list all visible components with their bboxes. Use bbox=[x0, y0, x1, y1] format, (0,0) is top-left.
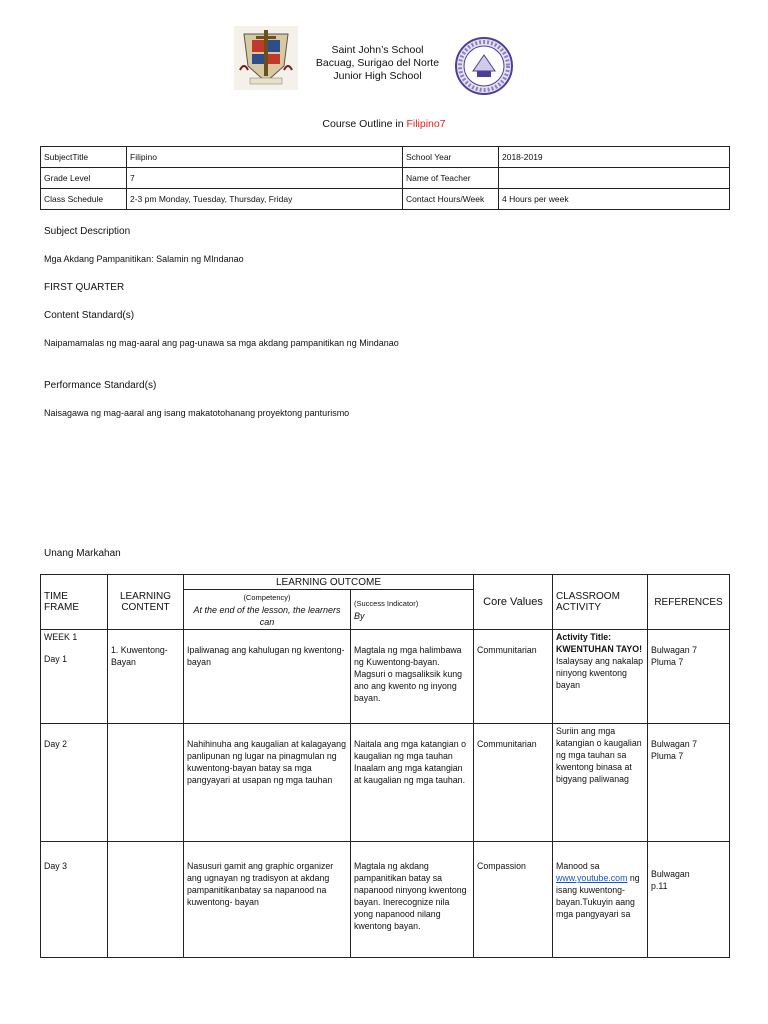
activity-text: Manood sa bbox=[556, 861, 600, 871]
table-row bbox=[41, 147, 730, 168]
learning-content-cell bbox=[108, 724, 184, 842]
references-cell bbox=[648, 842, 730, 958]
week-label: WEEK 1 bbox=[44, 632, 78, 642]
time-frame-header: TIME FRAME bbox=[41, 575, 108, 630]
subject-description: Mga Akdang Pampanitikan: Salamin ng MIndanao bbox=[44, 254, 244, 264]
content-standard: Naipamamalas ng mag-aaral ang pag-unawa sa mga akdang pampanitikan ng Mindanao bbox=[44, 338, 399, 348]
subject-title-value: Filipino bbox=[127, 147, 403, 168]
core-value-cell: Compassion bbox=[474, 842, 553, 958]
school-location: Bacuag, Surigao del Norte bbox=[315, 57, 440, 69]
success-indicator-header bbox=[351, 590, 474, 630]
classroom-activity-header: CLASSROOM ACTIVITY bbox=[553, 575, 648, 630]
table-row bbox=[41, 842, 730, 958]
reference-line: Bulwagan bbox=[651, 869, 690, 879]
competency-cell: Ipaliwanag ang kahulugan ng kwentong-bayan bbox=[184, 630, 351, 724]
grade-level-value: 7 bbox=[127, 168, 403, 189]
learning-content-cell: 1. Kuwentong-Bayan bbox=[108, 630, 184, 724]
course-outline-title bbox=[0, 118, 768, 130]
table-header-row bbox=[41, 575, 730, 590]
contact-hours-value: 4 Hours per week bbox=[499, 189, 730, 210]
school-heading bbox=[300, 44, 455, 83]
title-subject: Filipino7 bbox=[406, 118, 446, 130]
competency-cell: Nahihinuha ang kaugalian at kalagayang panlipunan ng lugar na pinagmulan ng kuwentong-bayan batay sa mga pangyayari at usapan ng mga tauhan bbox=[184, 724, 351, 842]
core-values-header: Core Values bbox=[474, 575, 553, 630]
teacher-value bbox=[499, 168, 730, 189]
time-frame-cell bbox=[41, 630, 108, 724]
reference-line: Pluma 7 bbox=[651, 657, 684, 667]
references-cell bbox=[648, 724, 730, 842]
reference-line: Bulwagan 7 bbox=[651, 739, 697, 749]
school-name: Saint John’s School bbox=[331, 44, 424, 56]
activity-description: Isalaysay ang nakalap ninyong kwentong bayan bbox=[556, 656, 644, 690]
competency-subheader: At the end of the lesson, the learners can bbox=[193, 604, 341, 627]
teacher-label: Name of Teacher bbox=[403, 168, 499, 189]
table-row bbox=[41, 168, 730, 189]
success-indicator-caption: (Success Indicator) bbox=[354, 598, 419, 608]
classroom-activity-cell: Suriin ang mga katangian o kaugalian ng mga tauhan sa kwentong binasa at bigyang paliwanag bbox=[553, 724, 648, 842]
success-indicator-cell: Magtala ng akdang pampanitikan batay sa napanood ninyong kwentong bayan. Inerecognize nila yong napanood nilang kwentong bayan. bbox=[351, 842, 474, 958]
learning-content-cell bbox=[108, 842, 184, 958]
course-info-table bbox=[40, 146, 730, 210]
table-row bbox=[41, 630, 730, 724]
competency-header bbox=[184, 590, 351, 630]
subject-title-label: SubjectTitle bbox=[41, 147, 127, 168]
references-header: REFERENCES bbox=[648, 575, 730, 630]
reference-line: Pluma 7 bbox=[651, 751, 684, 761]
competency-caption: (Competency) bbox=[243, 592, 291, 602]
quarter-heading: Unang Markahan bbox=[44, 548, 121, 559]
activity-text: ng isang kuwentong-bayan.Tukuyin aang mga pangyayari sa bbox=[556, 873, 640, 919]
references-cell bbox=[648, 630, 730, 724]
day-label: Day 1 bbox=[44, 654, 67, 664]
grade-level-label: Grade Level bbox=[41, 168, 127, 189]
day-label: Day 2 bbox=[41, 724, 108, 842]
success-indicator-cell: Naitala ang mga katangian o kaugalian ng mga tauhan Inaalam ang mga katangian at kaugalian ng mga tauhan. bbox=[351, 724, 474, 842]
day-label: Day 3 bbox=[41, 842, 108, 958]
performance-standard: Naisagawa ng mag-aaral ang isang makatotohanang proyektong panturismo bbox=[44, 408, 350, 418]
competency-cell: Nasusuri gamit ang graphic organizer ang ugnayan ng tradisyon at akdang pampanitikanbatay sa napanood na kuwentong- bayan bbox=[184, 842, 351, 958]
school-year-label: School Year bbox=[403, 147, 499, 168]
first-quarter-heading: FIRST QUARTER bbox=[44, 282, 125, 293]
performance-standard-label: Performance Standard(s) bbox=[44, 380, 157, 391]
learning-outcome-header: LEARNING OUTCOME bbox=[184, 575, 474, 590]
reference-line: Bulwagan 7 bbox=[651, 645, 697, 655]
classroom-activity-cell bbox=[553, 630, 648, 724]
success-indicator-cell: Magtala ng mga halimbawa ng Kuwentong-bayan. Magsuri o magsaliksik kung ano ang kwento ng inyong bayan. bbox=[351, 630, 474, 724]
school-seal-logo bbox=[455, 37, 513, 95]
contact-hours-label: Contact Hours/Week bbox=[403, 189, 499, 210]
learning-outcome-table bbox=[40, 574, 730, 958]
content-standard-label: Content Standard(s) bbox=[44, 310, 135, 321]
table-row bbox=[41, 724, 730, 842]
core-value-cell: Communitarian bbox=[474, 630, 553, 724]
schedule-value: 2-3 pm Monday, Tuesday, Thursday, Friday bbox=[127, 189, 403, 210]
youtube-link[interactable]: www.youtube.com bbox=[556, 873, 628, 883]
success-indicator-subheader: By bbox=[354, 610, 365, 621]
schedule-label: Class Schedule bbox=[41, 189, 127, 210]
activity-title: Activity Title: KWENTUHAN TAYO! bbox=[556, 632, 643, 654]
school-crest-logo bbox=[234, 26, 298, 90]
learning-content-header: LEARNING CONTENT bbox=[108, 575, 184, 630]
school-year-value: 2018-2019 bbox=[499, 147, 730, 168]
school-level: Junior High School bbox=[333, 70, 422, 82]
table-row bbox=[41, 189, 730, 210]
classroom-activity-cell bbox=[553, 842, 648, 958]
reference-line: p.11 bbox=[651, 881, 668, 891]
title-prefix: Course Outline in bbox=[322, 118, 407, 130]
core-value-cell: Communitarian bbox=[474, 724, 553, 842]
subject-description-label: Subject Description bbox=[44, 226, 131, 237]
